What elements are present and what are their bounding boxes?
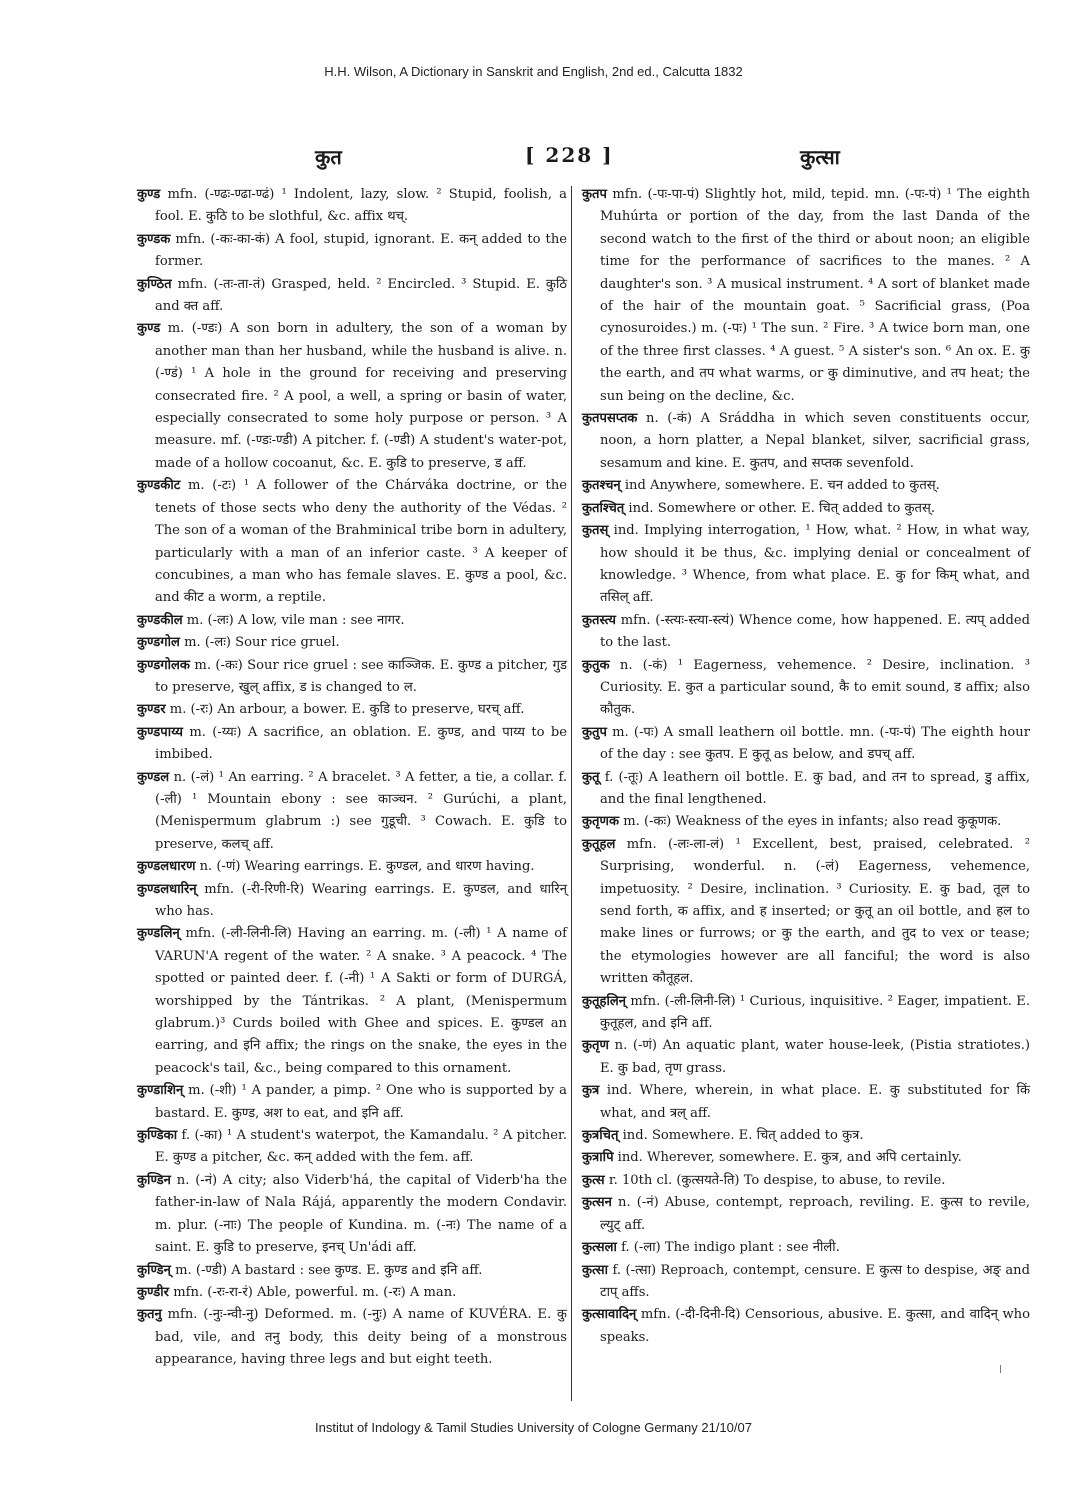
entry-definition: ind. Where, wherein, in what place. E. कु substituted for किं what, and त्रल् aff. (599, 1083, 1030, 1121)
right-column (582, 184, 1030, 1349)
entry-definition: m. (-ण्डी) A bastard : see कुण्ड. E. कुण्ड and इनि aff. (170, 1262, 483, 1278)
headword: कुण्ठित (137, 276, 172, 292)
headword: कुण्डकीट (137, 478, 181, 494)
headword: कुण्डलिन् (137, 926, 180, 942)
page-mark (1000, 1365, 1004, 1373)
dictionary-entry (582, 655, 1030, 722)
entry-definition: f. (-ला) The indigo plant : see नीली. (616, 1240, 840, 1256)
entry-definition: ind. Implying interrogation, ¹ How, what. ² How, in what way, how should it be thus, &c. implying denial or concealment of knowledge. ³ Whence, from what place. E. कु for किम् what, and तसिल् aff. (600, 523, 1030, 606)
dictionary-entry (582, 834, 1030, 991)
dictionary-entry (137, 879, 567, 924)
dictionary-entry (582, 1080, 1030, 1125)
entry-definition: n. (-णं) An aquatic plant, water house-leek, (Pistia stratiotes.) E. कु bad, तृण grass. (600, 1038, 1030, 1076)
entry-definition: mfn. (-री-रिणी-रि) Wearing earrings. E. कुण्डल, and धारिन् who has. (155, 881, 567, 919)
entry-definition: f. (-का) ¹ A student's waterpot, the Kamandalu. ² A pitcher. E. कुण्ड a pitcher, &c. कन् added with the fem. aff. (155, 1128, 567, 1166)
entry-definition: n. (-कं) ¹ Eagerness, vehemence. ² Desire, inclination. ³ Curiosity. E. कुत a particular sound, कै to emit sound, ड affix; also कौतुक. (600, 657, 1030, 718)
headword: कुण्डगोलक (137, 657, 190, 673)
dictionary-entry (137, 722, 567, 767)
headword: कुतुक (582, 657, 610, 673)
headword: कुत्सन (582, 1195, 612, 1211)
headword: कुत्सा (582, 1262, 609, 1278)
headword: कुत्रचित् (582, 1128, 619, 1144)
entry-definition: ind. Wherever, somewhere. E. कुत्र, and अपि certainly. (613, 1150, 962, 1166)
dictionary-entry (582, 520, 1030, 610)
dictionary-entry (137, 229, 567, 274)
dictionary-entry (582, 475, 1030, 497)
headword: कुतप (582, 187, 607, 202)
running-head (0, 143, 1067, 173)
entry-definition: r. 10th cl. (कुत्सयते-ति) To despise, to abuse, to revile. (604, 1172, 946, 1188)
headword: कुण्डिन् (137, 1262, 171, 1278)
dictionary-entry (582, 811, 1030, 833)
headword: कुण्डिका (137, 1128, 178, 1144)
headword: कुतस्त्य (582, 612, 617, 628)
entry-definition: mfn. (-पः-पा-पं) Slightly hot, mild, tepid. mn. (-पः-पं) ¹ The eighth Muhúrta or portion of the day, from the last Danda of the second watch to the first of the third or about noon; an eligible time for the performance of sacrifices to the manes. ² A daughter's son. ³ A musical instrument. ⁴ A sort of blanket made of the hair of the mountain goat. ⁵ Sacrificial grass, (Poa cynosuroides.) m. (-पः) ¹ The sun. ² Fire. ³ A twice born man, one of the three first classes. ⁴ A guest. ⁵ A sister's son. ⁶ An ox. E. कु the earth, and तप what warms, or कु diminutive, and तप heat; the sun being on the decline, &c. (600, 187, 1030, 404)
entry-definition: n. (-लं) ¹ An earring. ² A bracelet. ³ A fetter, a tie, a collar. f. (-ली) ¹ Mountain ebony : see काञ्चन. ² Gurúchi, a plant, (Menispermum glabrum :) see गुडूची. ³ Cowach. E. कुडि to preserve, कलच् aff. (155, 769, 567, 852)
headword: कुत्सला (582, 1240, 617, 1256)
entry-definition: m. (-लः) A low, vile man : see नागर. (182, 612, 405, 628)
entry-definition: mfn. (-ण्ढः-ण्ढा-ण्ढं) ¹ Indolent, lazy, slow. ² Stupid, foolish, a fool. E. कुठि to be slothful, &c. affix थच्. (155, 187, 567, 225)
headword: कुण्डलधारिन् (137, 881, 197, 897)
source-credit: H.H. Wilson, A Dictionary in Sanskrit and English, 2nd ed., Calcutta 1832 (324, 64, 743, 79)
headword: कुतश्चन् (582, 478, 621, 494)
entry-definition: mfn. (-लः-ला-लं) ¹ Excellent, best, praised, celebrated. ² Surprising, wonderful. n. (-लं) Eagerness, vehemence, impetuosity. ² Desire, inclination. ³ Curiosity. E. कु bad, तूल to send forth, क affix, and ह inserted; or कुतू an oil bottle, and हल to make lines or furrows; or कु the earth, and तुद to vex or tease; the etymologies however are all fanciful; the word is also written कौतूहल. (600, 836, 1030, 987)
dictionary-entry (137, 1282, 567, 1304)
headword: कुण्डीर (137, 1284, 170, 1300)
headword: कुण्डपाय्य (137, 724, 183, 740)
page-number: [ 228 ] (525, 143, 614, 167)
dictionary-entry (582, 184, 1030, 408)
headword: कुतूहल (582, 836, 616, 852)
dictionary-entry (137, 1125, 567, 1170)
headword: कुण्डर (137, 702, 166, 718)
dictionary-entry (582, 1237, 1030, 1259)
entry-definition: f. (-तूः) A leathern oil bottle. E. कु bad, and तन to spread, डु affix, and the final lengthened. (599, 769, 1030, 807)
headword: कुतृण (582, 1038, 609, 1054)
dictionary-entry (137, 856, 567, 878)
headword: कुतपसप्तक (582, 411, 638, 427)
entry-definition: n. (-नं) A city; also Viderb'há, the capital of Viderb'ha the father-in-law of Nala Rájá, apparently the modern Condavir. m. plur. (-नाः) The people of Kundina. m. (-नः) The name of a saint. E. कुडि to preserve, इनच् Un'ádi aff. (155, 1172, 567, 1256)
headword: कुतू (582, 769, 600, 785)
dictionary-entry (582, 408, 1030, 475)
column-divider (571, 186, 572, 1401)
entry-definition: n. (-णं) Wearing earrings. E. कुण्डल, and धारण having. (195, 859, 535, 875)
headword: कुत्र (582, 1083, 600, 1099)
headword: कुतृणक (582, 814, 620, 830)
headword: कुण्ड (137, 321, 161, 337)
entry-definition: mfn. (-दी-दिनी-दि) Censorious, abusive. E. कुत्सा, and वादिन् who speaks. (600, 1307, 1030, 1345)
dictionary-entry (137, 184, 567, 229)
entry-definition: m. (-शी) ¹ A pander, a pimp. ² One who is supported by a bastard. E. कुण्ड, अश to eat, and इनि aff. (155, 1083, 567, 1121)
left-column (137, 184, 567, 1372)
entry-definition: f. (-त्सा) Reproach, contempt, censure. E कुत्स to despise, अङ् and टाप् affs. (600, 1262, 1030, 1300)
entry-definition: mfn. (-ली-लिनी-लि) Having an earring. m. (-ली) ¹ A name of VARUN'A regent of the water. ² A snake. ³ A peacock. ⁴ The spotted or painted deer. f. (-नी) ¹ A Sakti or form of DURGÁ, worshipped by the Tántrikas. ² A plant, (Menispermum glabrum.)³ Curds boiled with Ghee and spices. E. कुण्डल an earring, and इनि affix; the rings on the snake, the eyes in the peacock's tail, &c., being compared to this ornament. (155, 926, 567, 1076)
headword: कुण्डकील (137, 612, 183, 628)
dictionary-entry (137, 318, 567, 475)
headword: कुतनु (137, 1307, 162, 1323)
entry-definition: m. (-लः) Sour rice gruel. (179, 635, 340, 651)
dictionary-entry (582, 498, 1030, 520)
headword: कुण्डाशिन् (137, 1083, 184, 1099)
headword: कुतूहलिन् (582, 993, 627, 1009)
entry-definition: n. (-नं) Abuse, contempt, reproach, reviling. E. कुत्स to revile, ल्युट् aff. (600, 1195, 1030, 1233)
dictionary-entry (582, 1170, 1030, 1192)
dictionary-entry (582, 1192, 1030, 1237)
headword: कुण्डिन (137, 1172, 171, 1188)
entry-definition: m. (-कः) Weakness of the eyes in infants; also read कुकूणक. (619, 814, 1002, 830)
headword: कुतुप (582, 724, 607, 740)
headword: कुतस् (582, 523, 609, 539)
dictionary-entry (137, 923, 567, 1080)
entry-definition: m. (-टः) ¹ A follower of the Chárváka doctrine, or the tenets of those sects who deny the authority of the Védas. ² The son of a woman of the Brahminical tribe born in adultery, particularly with a man of an inferior caste. ³ A keeper of concubines, a man who has female slaves. E. कुण्ड a pool, &c. and कीट a worm, a reptile. (155, 478, 567, 606)
dictionary-entry (582, 1304, 1030, 1349)
dictionary-entry (582, 1035, 1030, 1080)
entry-definition: m. (-पः) A small leathern oil bottle. mn. (-पः-पं) The eighth hour of the day : see कुतप. E कुतू as below, and डपच् aff. (600, 724, 1030, 763)
entry-definition: m. (-कः) Sour rice gruel : see काञ्जिक. E. कुण्ड a pitcher, गुड to preserve, खुल् affix, ड is changed to ल. (155, 657, 567, 695)
dictionary-entry (137, 632, 567, 654)
entry-definition: m. (-ण्डः) A son born in adultery, the son of a woman by another man than her husband, while the husband is alive. n. (-ण्डं) ¹ A hole in the ground for receiving and preserving consecrated fire. ² A pool, a well, a spring or basin of water, especially consecrated to some holy purpose or person. ³ A measure. mf. (-ण्डः-ण्डी) A pitcher. f. (-ण्डी) A student's water-pot, made of a hollow cocoanut, &c. E. कुडि to preserve, ड aff. (155, 321, 567, 471)
left-guide-word: कुत (315, 145, 342, 169)
digitization-credit: Institut of Indology & Tamil Studies University of Cologne Germany 21/10/07 (315, 1420, 752, 1435)
headword: कुत्स (582, 1172, 605, 1188)
dictionary-entry (582, 1260, 1030, 1305)
dictionary-entry (582, 610, 1030, 655)
entry-definition: n. (-कं) A Sráddha in which seven constituents occur, noon, a horn platter, a Nepal blanket, silver, sacrificial grass, sesamum and kine. E. कुतप, and सप्तक sevenfold. (600, 411, 1030, 471)
dictionary-entry (137, 475, 567, 609)
dictionary-entry (137, 1170, 567, 1260)
entry-definition: m. (-रः) An arbour, a bower. E. कुडि to preserve, घरच् aff. (165, 702, 525, 718)
dictionary-entry (582, 991, 1030, 1036)
headword: कुण्डलधारण (137, 859, 196, 875)
dictionary-entry (582, 722, 1030, 767)
entry-definition: mfn. (-स्त्यः-स्त्या-स्त्यं) Whence come, how happened. E. त्यप् added to the last. (600, 612, 1030, 651)
headword: कुत्सावादिन् (582, 1307, 637, 1323)
entry-definition: mfn. (-रः-रा-रं) Able, powerful. m. (-रः) A man. (169, 1284, 457, 1300)
dictionary-entry (137, 1260, 567, 1282)
headword: कुण्डगोल (137, 635, 180, 651)
headword: कुण्डल (137, 769, 170, 785)
right-guide-word: कुत्सा (800, 145, 840, 169)
dictionary-entry (137, 610, 567, 632)
dictionary-entry (137, 655, 567, 700)
headword: कुतश्चित् (582, 500, 625, 516)
entry-definition: mfn. (-कः-का-कं) A fool, stupid, ignorant. E. कन् added to the former. (155, 231, 567, 270)
entry-definition: mfn. (-ली-लिनी-लि) ¹ Curious, inquisitive. ² Eager, impatient. E. कुतूहल, and इनि aff. (600, 993, 1030, 1032)
dictionary-entry (137, 767, 567, 857)
entry-definition: ind. Somewhere or other. E. चित् added to कुतस्. (624, 500, 936, 516)
dictionary-entry (582, 767, 1030, 812)
entry-definition: ind Anywhere, somewhere. E. चन added to कुतस्. (620, 478, 940, 494)
headword: कुण्डक (137, 231, 171, 247)
entry-definition: mfn. (-नुः-न्वी-नु) Deformed. m. (-नुः) A name of KUVÉRA. E. कु bad, vile, and तनु body, this deity being of a monstrous appearance, having three legs and but eight teeth. (155, 1307, 567, 1368)
entry-definition: m. (-य्यः) A sacrifice, an oblation. E. कुण्ड, and पाय्य to be imbibed. (155, 724, 567, 763)
dictionary-entry (137, 1304, 567, 1371)
headword: कुण्ड (137, 187, 161, 202)
dictionary-entry (137, 699, 567, 721)
dictionary-entry (137, 274, 567, 319)
dictionary-entry (582, 1125, 1030, 1147)
entry-definition: mfn. (-तः-ता-तं) Grasped, held. ² Encircled. ³ Stupid. E. कुठि and क्त aff. (155, 276, 567, 315)
headword: कुत्रापि (582, 1150, 614, 1166)
dictionary-entry (582, 1147, 1030, 1169)
entry-definition: ind. Somewhere. E. चित् added to कुत्र. (618, 1128, 864, 1144)
dictionary-entry (137, 1080, 567, 1125)
